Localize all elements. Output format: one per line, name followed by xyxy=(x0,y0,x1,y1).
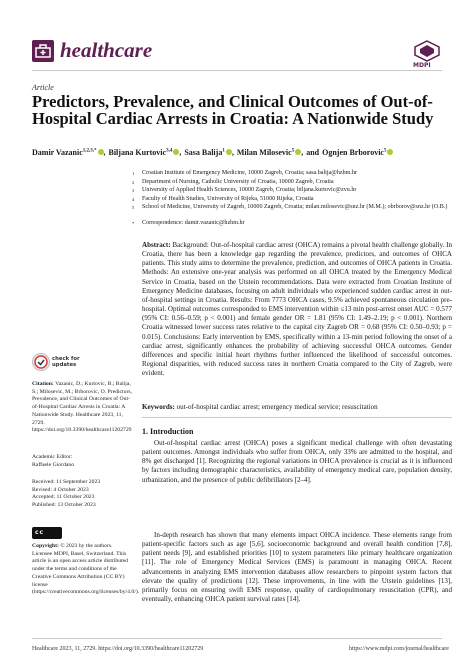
affiliation-item xyxy=(132,195,452,204)
abstract xyxy=(142,241,452,378)
author-list xyxy=(32,148,452,157)
author-affiliation-marker: 5 xyxy=(291,148,295,154)
intro-paragraph-2 xyxy=(142,531,452,604)
keywords-divider xyxy=(142,417,452,418)
intro-p1-text: Out-of-hospital cardiac arrest (OHCA) poses a significant medical challenge with often devastating patient outcomes. Amongst individuals who suffer from OHCA, only 33% are admitted to the hospital, and 8% get discharged [1]. Recognizing the regional variations in OHCA prevalence is crucial as it is influenced by factors including demographic characteristics, availability of emergency medical care, population density, urbanization, and the presence of public defibrillators [2–4]. xyxy=(142,439,452,484)
keywords-label: Keywords: xyxy=(142,403,175,411)
copyright-label: Copyright: xyxy=(32,543,59,549)
author-name[interactable]: Damir Vazanic xyxy=(32,148,83,157)
affiliation-item xyxy=(132,204,452,212)
author-name[interactable]: Ognjen Brborovic xyxy=(322,148,384,157)
affiliation-text: Faculty of Health Studies, University of Rijeka, 51000 Rijeka, Croatia xyxy=(142,195,314,202)
received-date: Received: 11 September 2023 xyxy=(32,479,101,485)
author-affiliation-marker: 5 xyxy=(383,148,387,154)
published-date: Published: 13 October 2023 xyxy=(32,502,96,509)
affiliation-item xyxy=(132,178,452,187)
keywords xyxy=(142,403,452,411)
affiliation-text: University of Applied Health Sciences, 10000 Zagreb, Croatia; biljana.kurtovic@zvu.hr xyxy=(142,187,357,193)
orcid-icon[interactable] xyxy=(226,149,232,155)
section-heading: 1. Introduction xyxy=(142,427,194,436)
journal-logo-icon xyxy=(32,40,54,62)
orcid-icon[interactable] xyxy=(387,149,393,155)
author-affiliation-marker: 1 xyxy=(222,148,225,154)
author-name[interactable]: Sasa Balija xyxy=(184,148,223,157)
editor-name: Raffaele Giordano xyxy=(32,461,75,468)
affiliation-number: 1 xyxy=(132,171,135,176)
footer-divider xyxy=(32,638,442,639)
author-separator: , xyxy=(301,148,304,157)
intro-p2-text: In-depth research has shown that many elements impact OHCA incidence. These elements range from patient-specific factors such as age [5,6], socioeconomic background and overall health condition [7,8], patient needs [9], and established priorities [10] to system parameters like primary healthcare organization [11]. The role of Emergency Medical Services (EMS) is paramount in managing OHCA. Recent advancements in analyzing EMS intervention databases allow researchers to pinpoint system factors that elevate the quality of predictions [12]. These improvements, in line with the Utstein guidelines [13], primarily focus on ensuring swift EMS response, quality of cardiopulmonary resuscitation (CPR), and eventually, enhancing OHCA patient survival rates [14]. xyxy=(142,531,452,604)
check-updates-link[interactable] xyxy=(52,356,80,368)
affiliation-number: 2 xyxy=(132,179,135,185)
author-name[interactable]: Milan Milosevic xyxy=(236,148,292,157)
copyright-text: © 2023 by the authors. Licensee MDPI, Basel, Switzerland. This article is an open access article distributed under the terms and conditions of the Creative Commons Attribution (CC BY) license (https://creativecommons.org/licenses/by/4.0/). xyxy=(32,543,140,596)
citation-block xyxy=(32,381,132,435)
affiliation-text: Correspondence: damir.vazanic@hzhm.hr xyxy=(142,220,245,226)
publisher-name: MDPI xyxy=(413,62,431,69)
check-updates-icon[interactable] xyxy=(32,353,50,371)
article-title: Predictors, Prevalence, and Clinical Outcomes of Out-of-Hospital Cardiac Arrests in Croatia: A Nationwide Study xyxy=(32,92,434,128)
copyright-block xyxy=(32,543,140,597)
dates-block xyxy=(32,479,132,510)
citation-text: Vazanic, D.; Kurtovic, B.; Balija, S.; Milosevic, M.; Brborovic, O. Predictors, Prevalence, and Clinical Outcomes of Out-of-Hospital Cardiac Arrests in Croatia: A Nationwide Study. Healthcare 2023, 11, 2729. https://doi.org/10.3390/healthcare11202729 xyxy=(32,381,132,434)
intro-paragraph-1 xyxy=(142,439,452,485)
affiliation-item xyxy=(132,220,452,228)
author-name[interactable]: Biljana Kurtovic xyxy=(108,148,167,157)
affiliation-number: 4 xyxy=(132,196,135,202)
affiliation-item xyxy=(132,170,452,178)
footer-citation[interactable]: Healthcare 2023, 11, 2729. https://doi.org/10.3390/healthcare11202729 xyxy=(32,646,204,652)
author-and: and xyxy=(306,148,320,157)
affiliation-text: School of Medicine, University of Zagreb, 10000 Zagreb, Croatia; milan.milosevic@snz.hr (M.M.); obrborov@snz.hr (O.B.) xyxy=(142,204,448,210)
accepted-date: Accepted: 11 October 2023 xyxy=(32,494,95,501)
check-updates-line2: updates xyxy=(52,362,77,368)
revised-date: Revised: 4 October 2023 xyxy=(32,486,89,493)
author-affiliation-marker: 1,2,3,* xyxy=(82,148,97,154)
abstract-label: Abstract: xyxy=(142,241,171,249)
affiliation-text: Department of Nursing, Catholic University of Croatia, 10000 Zagreb, Croatia xyxy=(142,178,334,185)
editor-block xyxy=(32,454,132,469)
header-divider xyxy=(32,70,442,71)
affiliation-item xyxy=(132,187,452,195)
author-affiliation-marker: 3,4 xyxy=(166,148,173,154)
article-type: Article xyxy=(32,83,54,92)
cc-badge-text: cc xyxy=(35,529,45,536)
affiliation-text: Croatian Institute of Emergency Medicine, 10000 Zagreb, Croatia; sasa.balija@hzhm.hr xyxy=(142,170,357,176)
affiliation-number: * xyxy=(132,221,135,226)
citation-label: Citation: xyxy=(32,381,54,387)
mdpi-logo-icon[interactable] xyxy=(413,40,441,62)
affiliation-number: 5 xyxy=(132,205,135,210)
author-separator: , xyxy=(231,148,234,157)
editor-label: Academic Editor: xyxy=(32,454,73,460)
author-separator: , xyxy=(103,148,106,157)
journal-name[interactable]: healthcare xyxy=(60,38,153,62)
author-separator: , xyxy=(179,148,182,157)
keywords-text: out-of-hospital cardiac arrest; emergency medical service; resuscitation xyxy=(176,403,378,411)
orcid-icon[interactable] xyxy=(98,149,104,155)
footer-journal-url[interactable]: https://www.mdpi.com/journal/healthcare xyxy=(349,646,449,652)
check-updates-line1: check for xyxy=(52,356,80,362)
abstract-text: Background: Out-of-hospital cardiac arrest (OHCA) remains a pivotal health challenge globally. In Croatia, there has been a knowledge gap regarding the prevalence, predictors, and outcomes of OHCA patients. This study aims to determine the prevalence, prediction, and outcomes of OHCA patients in Croatia. Methods: An extensive one-year analysis was performed on all OHCA treated by the Emergency Medical Service in Croatia, based on the Utstein recommendations. Data were extracted from Croatian Institute of Emergency Medicine databases, focusing on adult individuals who experienced sudden cardiac arrest in out-of-hospital settings in Croatia. Results: From 7773 OHCA cases, 9.5% achieved spontaneous circulation pre-hospital. Optimal outcomes corresponded to EMS intervention within ≤13 min post-arrest onset AUC = 0.577 (95% CI: 0.56–0.59; p < 0.001) and female gender OR = 1.81 (95% CI: 1.49–2.19; p < 0.001). Northern Croatia witnessed lower success rates relative to the capital city Zagreb OR = 0.68 (95% CI: 0.50–0.93; p = 0.015). Conclusions: Early intervention by EMS, specifically within a 13-min period following the onset of a cardiac arrest, significantly enhances the probability of achieving successful OHCA outcomes. Gender differences and specific initial heart rhythms further influenced the likelihood of successful outcomes. Regional disparities, with reduced success rates in northern Croatia compared to the City of Zagreb, were evident. xyxy=(142,241,452,378)
affiliation-number: 3 xyxy=(132,188,135,193)
